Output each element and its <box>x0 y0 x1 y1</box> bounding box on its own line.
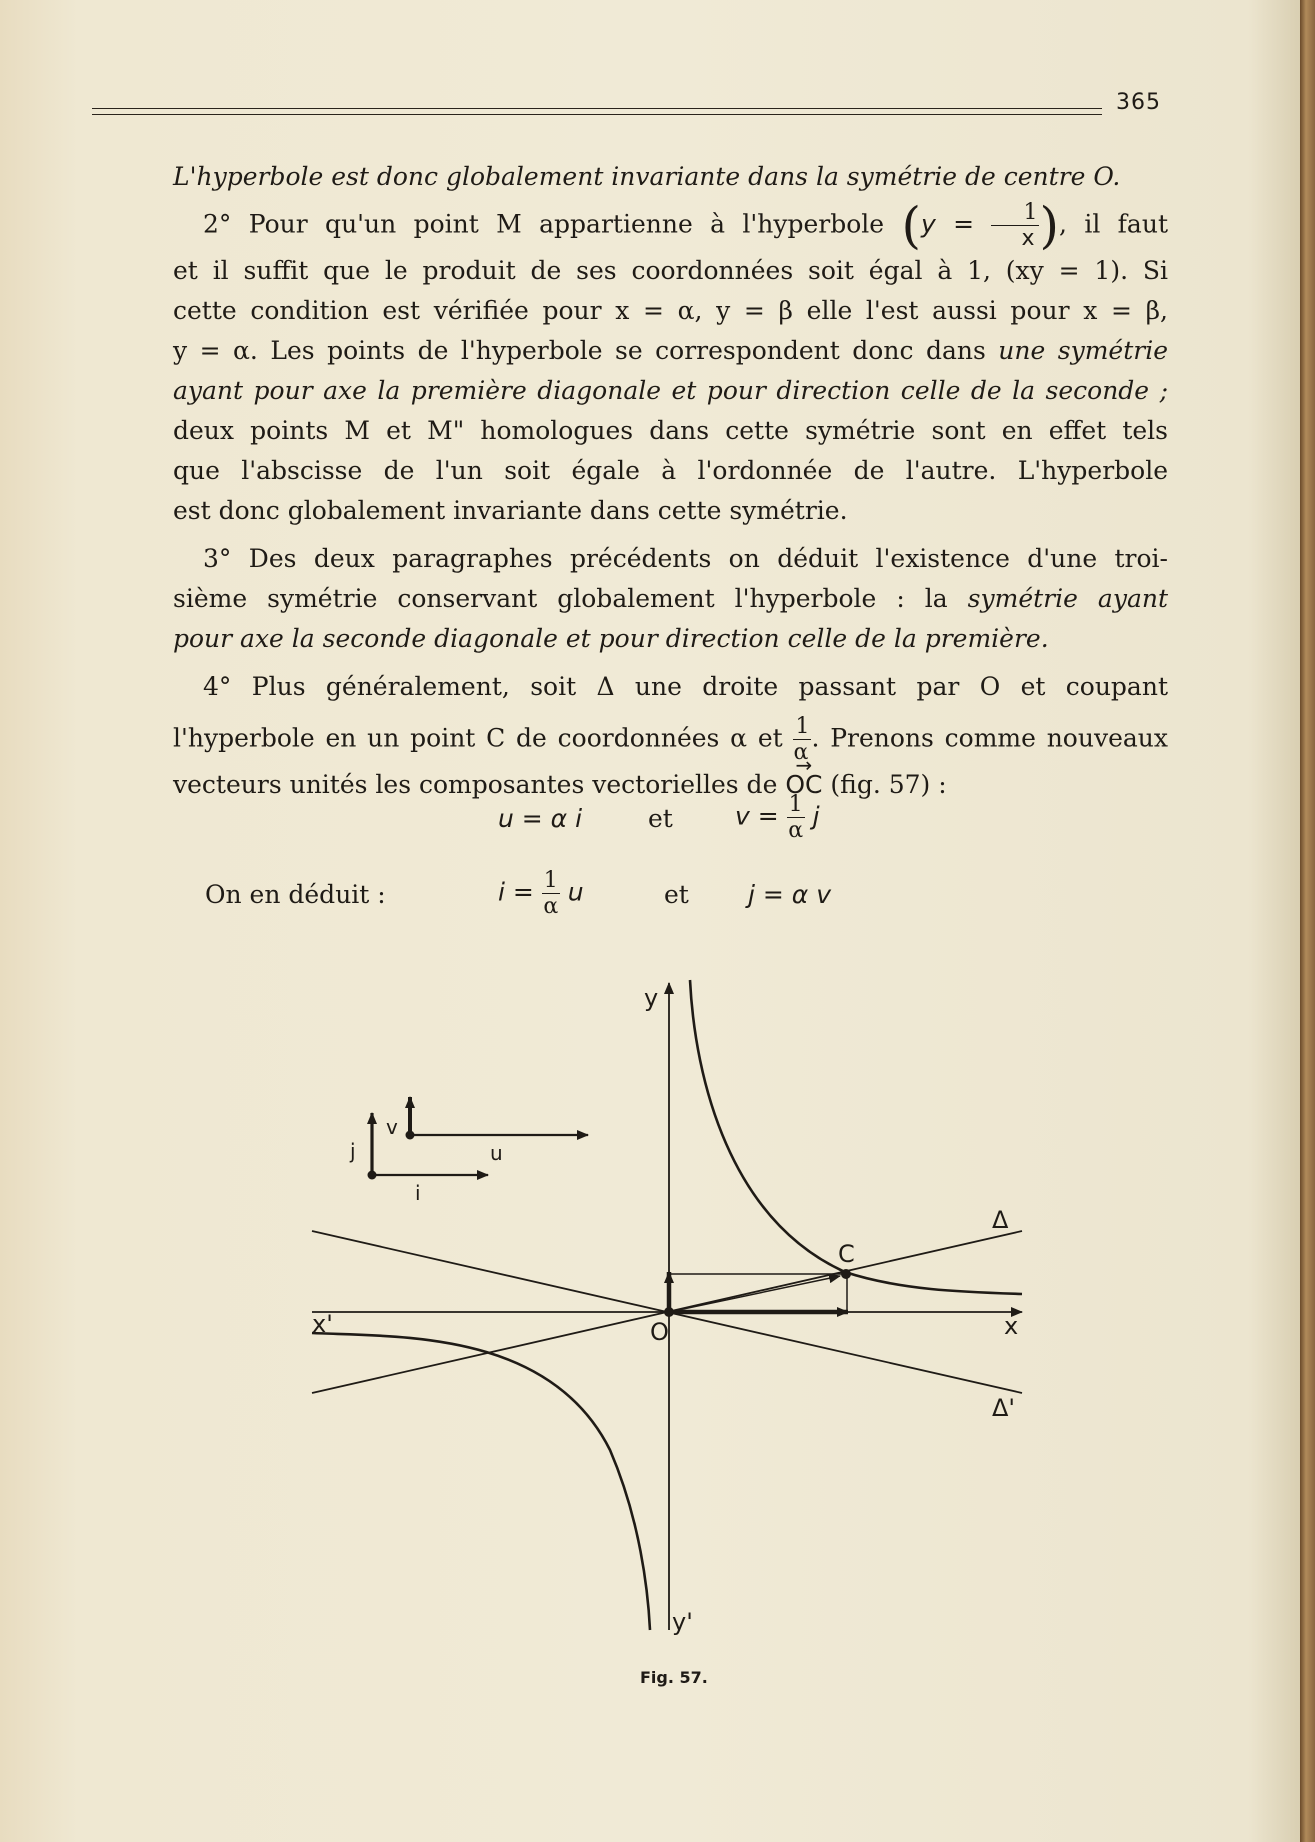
line-p2-4: y = α. Les points de l'hyperbole se correspondent donc dans une symétrie <box>173 336 1169 365</box>
hyperbola-branch-upper <box>690 980 1022 1294</box>
label-c: C <box>838 1240 855 1268</box>
paren-open: ( <box>901 196 921 255</box>
label-x-prime: x' <box>312 1310 333 1338</box>
fraction-1-over-x: $\frac{1}{x}$ <box>991 202 1039 250</box>
point-c <box>841 1269 851 1279</box>
label-delta: Δ <box>992 1206 1009 1234</box>
point-origin <box>664 1307 674 1317</box>
label-y: y <box>644 984 659 1012</box>
label-x: x <box>1004 1312 1019 1340</box>
vector-oc: → OC <box>785 766 822 804</box>
line-p2-6: deux points M et M" homologues dans cette symétrie sont en effet tels <box>173 416 1168 445</box>
fraction-1-over-alpha: $\frac{1}{\alpha}$ <box>793 714 810 765</box>
formula-j: j = α v <box>748 880 832 909</box>
line-p2-3: cette condition est vérifiée pour x = α, y = β elle l'est aussi pour x = β, <box>173 296 1168 325</box>
figure-caption: Fig. 57. <box>640 1668 708 1687</box>
vector-oc-line <box>669 1276 840 1312</box>
line-p4-2: l'hyperbole en un point C de coordonnées α et $\frac{1}{\alpha}$ . Prenons comme nouveaux <box>173 714 1168 765</box>
line-p2-8: est donc globalement invariante dans cette symétrie. <box>173 496 848 525</box>
line-p3-1: 3° Des deux paragraphes précédents on déduit l'existence d'une troi- <box>203 544 1168 573</box>
p2-text-a: 2° Pour qu'un point M appartienne à l'hyperbole <box>203 209 885 239</box>
label-j: j <box>350 1139 356 1163</box>
formula-v: v = $\frac{1}{\alpha}$ j <box>735 792 820 843</box>
line-p2-7: que l'abscisse de l'un soit égale à l'ordonnée de l'autre. L'hyperbole <box>173 456 1168 485</box>
label-origin: O <box>650 1318 669 1346</box>
formula-et-1: et <box>648 804 673 833</box>
book-edge <box>1300 0 1315 1842</box>
formula-et-2: et <box>664 880 689 909</box>
line-p2-5: ayant pour axe la première diagonale et pour direction celle de la seconde ; <box>173 376 1168 405</box>
label-delta-prime: Δ' <box>992 1394 1016 1422</box>
line-p3-2: sième symétrie conservant globalement l'hyperbole : la symétrie ayant <box>173 584 1168 613</box>
formula-i: i = $\frac{1}{\alpha}$ u <box>498 868 584 919</box>
formula-u: u = α i <box>498 804 583 833</box>
italic-sentence: L'hyperbole est donc globalement invariante dans la symétrie de centre O. <box>173 162 1121 191</box>
line-p4-1: 4° Plus généralement, soit Δ une droite passant par O et coupant <box>203 672 1168 701</box>
hyperbola-branch-lower <box>312 1333 650 1630</box>
label-y-prime: y' <box>672 1608 693 1636</box>
paren-close: ) <box>1039 196 1059 255</box>
label-v: v <box>386 1115 398 1139</box>
label-u: u <box>490 1141 503 1165</box>
line-p4-3: vecteurs unités les composantes vectorielles de → OC (fig. 57) : <box>173 766 1168 804</box>
equation-y: y = <box>920 209 975 239</box>
p2-text-b: , il faut <box>1059 209 1168 239</box>
label-i: i <box>415 1181 421 1205</box>
page-number: 365 <box>1116 90 1161 115</box>
line-p2-2: et il suffit que le produit de ses coordonnées soit égal à 1, (xy = 1). Si <box>173 256 1168 285</box>
on-en-deduit: On en déduit : <box>205 880 386 909</box>
line-p3-3: pour axe la seconde diagonale et pour direction celle de la première. <box>173 624 1049 653</box>
